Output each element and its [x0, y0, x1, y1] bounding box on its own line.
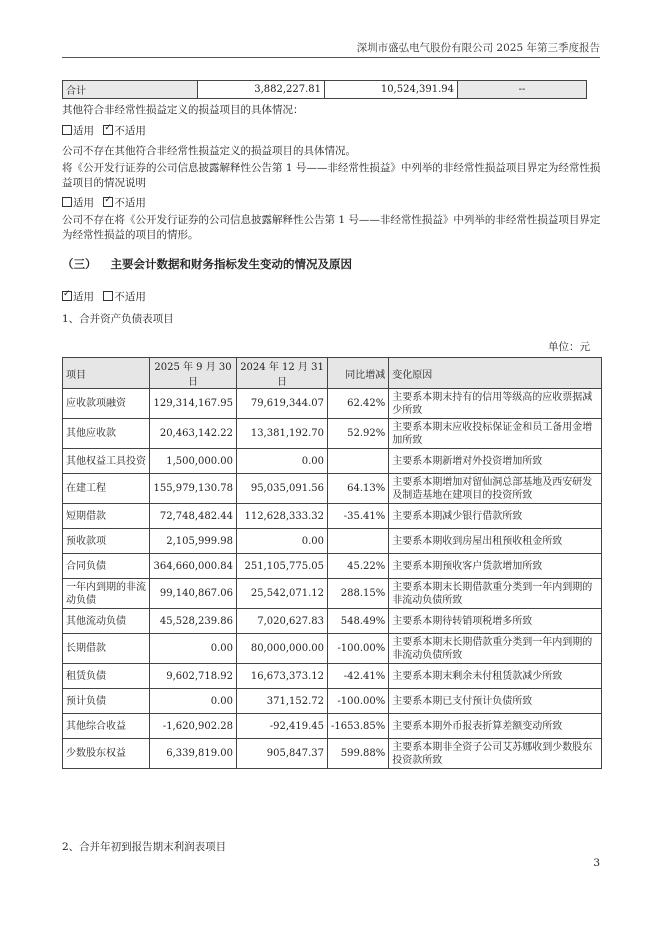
row-reason: 主要系本期末剩余未付租赁款减少所致 — [389, 664, 602, 689]
row-value-2025: 2,105,999.98 — [150, 529, 237, 554]
row-value-2024: -92,419.45 — [237, 714, 328, 739]
row-value-2025: 1,500,000.00 — [150, 449, 237, 474]
option-not-applicable: 不适用 — [114, 197, 146, 209]
row-reason: 主要系本期预收客户货款增加所致 — [389, 554, 602, 579]
row-change: -100.00% — [328, 634, 389, 664]
row-value-2024: 0.00 — [237, 529, 328, 554]
row-reason: 主要系本期末长期借款重分类到一年内到期的非流动负债所致 — [389, 579, 602, 609]
section-number: （三） — [62, 257, 97, 271]
row-reason: 主要系本期收到房屋出租预收租金所致 — [389, 529, 602, 554]
row-change: 62.42% — [328, 389, 389, 419]
total-table — [62, 80, 587, 99]
row-reason: 主要系本期末应收投标保证金和员工备用金增加所致 — [389, 419, 602, 449]
row-change: -42.41% — [328, 664, 389, 689]
row-item: 其他权益工具投资 — [63, 449, 150, 474]
checkbox-checked-icon[interactable] — [103, 125, 113, 135]
table-row — [63, 664, 602, 689]
table-row — [63, 504, 602, 529]
row-value-2025: 364,660,000.84 — [150, 554, 237, 579]
header-reason: 变化原因 — [389, 358, 602, 389]
row-value-2024: 251,105,775.05 — [237, 554, 328, 579]
total-value-1: 3,882,227.81 — [198, 81, 325, 99]
row-value-2024: 80,000,000.00 — [237, 634, 328, 664]
row-value-2024: 25,542,071.12 — [237, 579, 328, 609]
row-change: 64.13% — [328, 474, 389, 504]
row-value-2024: 112,628,333.32 — [237, 504, 328, 529]
row-reason: 主要系本期待转销项税增多所致 — [389, 609, 602, 634]
subsection-balance-sheet: 1、合并资产负债表项目 — [62, 313, 174, 325]
row-change: 548.49% — [328, 609, 389, 634]
row-change: 45.22% — [328, 554, 389, 579]
row-value-2025: 9,602,718.92 — [150, 664, 237, 689]
row-item: 其他综合收益 — [63, 714, 150, 739]
row-value-2025: 72,748,482.44 — [150, 504, 237, 529]
row-item: 预收款项 — [63, 529, 150, 554]
row-item: 一年内到期的非流动负债 — [63, 579, 150, 609]
header-change: 同比增减 — [328, 358, 389, 389]
row-item: 预计负债 — [63, 689, 150, 714]
other-items-label: 其他符合非经常性损益定义的损益项目的具体情况： — [62, 104, 304, 116]
table-row — [63, 689, 602, 714]
row-reason: 主要系本期非全资子公司艾苏娜收到少数股东投资款所致 — [389, 739, 602, 769]
table-row — [63, 529, 602, 554]
row-value-2025: 20,463,142.22 — [150, 419, 237, 449]
row-item: 其他应收款 — [63, 419, 150, 449]
row-value-2025: 6,339,819.00 — [150, 739, 237, 769]
applicability-options-1 — [62, 124, 602, 139]
checkbox-unchecked-icon[interactable] — [62, 125, 72, 135]
option-applicable: 适用 — [73, 125, 94, 137]
row-change: -100.00% — [328, 689, 389, 714]
row-item: 应收款项融资 — [63, 389, 150, 419]
row-item: 其他流动负债 — [63, 609, 150, 634]
table-row — [63, 739, 602, 769]
header-date-2024: 2024 年 12 月 31 日 — [237, 358, 328, 389]
row-item: 短期借款 — [63, 504, 150, 529]
option-applicable: 适用 — [73, 197, 94, 209]
table-row — [63, 609, 602, 634]
row-reason: 主要系本期外币报表折算差额变动所致 — [389, 714, 602, 739]
row-change: -1653.85% — [328, 714, 389, 739]
header-date-2025: 2025 年 9 月 30 日 — [150, 358, 237, 389]
row-value-2024: 7,020,627.83 — [237, 609, 328, 634]
table-row — [63, 554, 602, 579]
row-item: 在建工程 — [63, 474, 150, 504]
row-item: 合同负债 — [63, 554, 150, 579]
option-not-applicable: 不适用 — [114, 291, 146, 303]
row-value-2024: 16,673,373.12 — [237, 664, 328, 689]
row-value-2025: 129,314,167.95 — [150, 389, 237, 419]
row-reason: 主要系本期减少银行借款所致 — [389, 504, 602, 529]
table-row — [63, 634, 602, 664]
subsection-income-statement: 2、合并年初到报告期末利润表项目 — [62, 841, 227, 853]
table-row — [63, 714, 602, 739]
applicability-options-3 — [62, 290, 602, 305]
row-value-2024: 79,619,344.07 — [237, 389, 328, 419]
checkbox-unchecked-icon[interactable] — [103, 291, 113, 301]
header-item: 项目 — [63, 358, 150, 389]
row-reason: 主要系本期新增对外投资增加所致 — [389, 449, 602, 474]
page-header — [62, 40, 600, 58]
row-value-2025: 99,140,867.06 — [150, 579, 237, 609]
row-value-2025: 45,528,239.86 — [150, 609, 237, 634]
table-row — [63, 389, 602, 419]
row-item: 少数股东权益 — [63, 739, 150, 769]
row-value-2024: 0.00 — [237, 449, 328, 474]
section-heading — [62, 256, 352, 272]
row-value-2024: 13,381,192.70 — [237, 419, 328, 449]
row-change — [328, 449, 389, 474]
total-label: 合计 — [63, 81, 198, 99]
page-number: 3 — [593, 857, 600, 869]
row-change: 52.92% — [328, 419, 389, 449]
table-row — [63, 579, 602, 609]
row-item: 租赁负债 — [63, 664, 150, 689]
row-value-2024: 905,847.37 — [237, 739, 328, 769]
table-row — [63, 81, 587, 99]
report-title: 深圳市盛弘电气股份有限公司 2025 年第三季度报告 — [356, 42, 600, 54]
row-reason: 主要系本期末持有的信用等级高的应收票据减少所致 — [389, 389, 602, 419]
row-reason: 主要系本期增加对留仙洞总部基地及西安研发及制造基地在建项目的投资所致 — [389, 474, 602, 504]
table-row — [63, 474, 602, 504]
unit-label: 单位：元 — [548, 341, 590, 353]
row-reason: 主要系本期已支付预计负债所致 — [389, 689, 602, 714]
statement-2: 将《公开发行证券的公司信息披露解释性公告第 1 号——非经常性损益》中列举的非经常性损益项目界定为经常性损益项目的情况说明 — [62, 162, 601, 189]
row-value-2025: 155,979,130.78 — [150, 474, 237, 504]
statement-1: 公司不存在其他符合非经常性损益定义的损益项目的具体情况。 — [62, 145, 356, 157]
checkbox-unchecked-icon[interactable] — [62, 197, 72, 207]
row-value-2025: 0.00 — [150, 689, 237, 714]
section-title: 主要会计数据和财务指标发生变动的情况及原因 — [110, 257, 352, 271]
option-not-applicable: 不适用 — [114, 125, 146, 137]
total-value-2: 10,524,391.94 — [325, 81, 458, 99]
applicability-options-2 — [62, 196, 602, 211]
table-row — [63, 449, 602, 474]
row-value-2024: 371,152.72 — [237, 689, 328, 714]
row-reason: 主要系本期末长期借款重分类到一年内到期的非流动负债所致 — [389, 634, 602, 664]
total-value-3: -- — [458, 81, 587, 99]
option-applicable: 适用 — [73, 291, 94, 303]
checkbox-checked-icon[interactable] — [62, 291, 72, 301]
row-item: 长期借款 — [63, 634, 150, 664]
table-row — [63, 419, 602, 449]
row-value-2025: 0.00 — [150, 634, 237, 664]
checkbox-checked-icon[interactable] — [103, 197, 113, 207]
row-change — [328, 529, 389, 554]
statement-3: 公司不存在将《公开发行证券的公司信息披露解释性公告第 1 号——非经常性损益》中列举的非经常性损益项目界定为经常性损益的项目的情形。 — [62, 214, 601, 241]
row-change: -35.41% — [328, 504, 389, 529]
row-value-2025: -1,620,902.28 — [150, 714, 237, 739]
balance-sheet-table — [62, 357, 602, 769]
table-header-row — [63, 358, 602, 389]
row-value-2024: 95,035,091.56 — [237, 474, 328, 504]
row-change: 288.15% — [328, 579, 389, 609]
row-change: 599.88% — [328, 739, 389, 769]
